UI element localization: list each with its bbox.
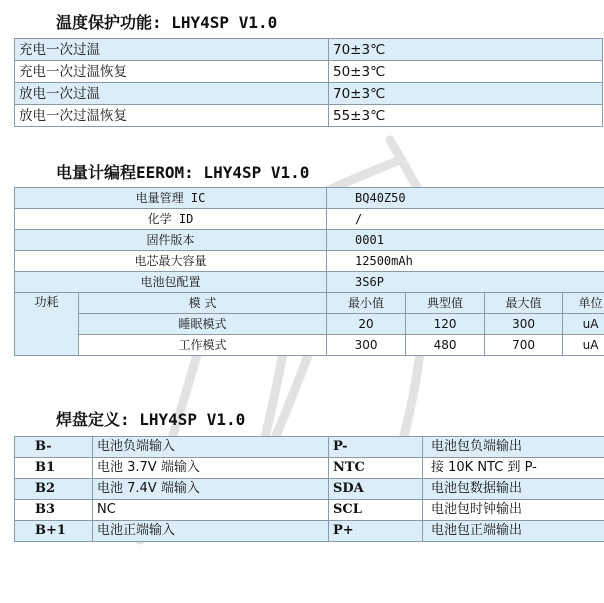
table-row (15, 61, 603, 83)
pad-desc: NC (93, 500, 329, 521)
pad-desc: 电池包正端输出 (423, 521, 604, 542)
power-min: 300 (327, 335, 406, 356)
pad-pin: NTC (329, 458, 423, 479)
power-max: 300 (485, 314, 563, 335)
power-min: 20 (327, 314, 406, 335)
pad-desc: 电池 3.7V 端输入 (93, 458, 329, 479)
pad-pin: SDA (329, 479, 423, 500)
eerom-value: 0001 (327, 230, 604, 251)
temp-label: 充电一次过温恢复 (15, 61, 329, 83)
table-row (15, 105, 603, 127)
temp-value: 55±3℃ (329, 105, 603, 127)
table-row (15, 293, 604, 314)
temp-value: 70±3℃ (329, 39, 603, 61)
pad-pin: P- (329, 437, 423, 458)
pads-section-title: 焊盘定义: LHY4SP V1.0 (56, 410, 246, 429)
pad-desc: 电池包数据输出 (423, 479, 604, 500)
power-unit: uA (563, 335, 604, 356)
temp-value: 50±3℃ (329, 61, 603, 83)
power-mode: 睡眠模式 (79, 314, 327, 335)
eerom-table (14, 187, 604, 356)
table-row (15, 39, 603, 61)
eerom-label: 电芯最大容量 (15, 251, 327, 272)
eerom-value: / (327, 209, 604, 230)
eerom-label: 电池包配置 (15, 272, 327, 293)
temp-label: 放电一次过温恢复 (15, 105, 329, 127)
table-row (15, 500, 604, 521)
power-unit: uA (563, 314, 604, 335)
temp-label: 放电一次过温 (15, 83, 329, 105)
temp-table (14, 38, 603, 127)
pads-table (14, 436, 604, 542)
table-row (15, 458, 604, 479)
eerom-section-title: 电量计编程EEROM: LHY4SP V1.0 (56, 163, 310, 182)
table-row (15, 314, 604, 335)
table-row (15, 272, 604, 293)
power-max: 700 (485, 335, 563, 356)
power-mode: 工作模式 (79, 335, 327, 356)
pad-pin: B2 (15, 479, 93, 500)
power-typ: 120 (406, 314, 485, 335)
table-row (15, 209, 604, 230)
power-header-min: 最小值 (327, 293, 406, 314)
power-typ: 480 (406, 335, 485, 356)
power-header-unit: 单位 (563, 293, 604, 314)
power-group-label: 功耗 (15, 293, 79, 356)
table-row (15, 83, 603, 105)
power-header-typ: 典型值 (406, 293, 485, 314)
table-row (15, 335, 604, 356)
power-header-mode: 模 式 (79, 293, 327, 314)
temp-section-title: 温度保护功能: LHY4SP V1.0 (56, 13, 278, 32)
pad-pin: B3 (15, 500, 93, 521)
pad-pin: B1 (15, 458, 93, 479)
pad-desc: 接 10K NTC 到 P- (423, 458, 604, 479)
pad-desc: 电池包负端输出 (423, 437, 604, 458)
table-row (15, 230, 604, 251)
eerom-label: 电量管理 IC (15, 188, 327, 209)
eerom-value: 3S6P (327, 272, 604, 293)
pad-pin: SCL (329, 500, 423, 521)
eerom-label: 化学 ID (15, 209, 327, 230)
eerom-value: 12500mAh (327, 251, 604, 272)
power-header-max: 最大值 (485, 293, 563, 314)
pad-pin: B+1 (15, 521, 93, 542)
pad-pin: B- (15, 437, 93, 458)
table-row (15, 251, 604, 272)
table-row (15, 188, 604, 209)
temp-value: 70±3℃ (329, 83, 603, 105)
pad-pin: P+ (329, 521, 423, 542)
eerom-label: 固件版本 (15, 230, 327, 251)
table-row (15, 521, 604, 542)
table-row (15, 437, 604, 458)
pad-desc: 电池 7.4V 端输入 (93, 479, 329, 500)
table-row (15, 479, 604, 500)
eerom-value: BQ40Z50 (327, 188, 604, 209)
temp-label: 充电一次过温 (15, 39, 329, 61)
pad-desc: 电池正端输入 (93, 521, 329, 542)
pad-desc: 电池包时钟输出 (423, 500, 604, 521)
pad-desc: 电池负端输入 (93, 437, 329, 458)
